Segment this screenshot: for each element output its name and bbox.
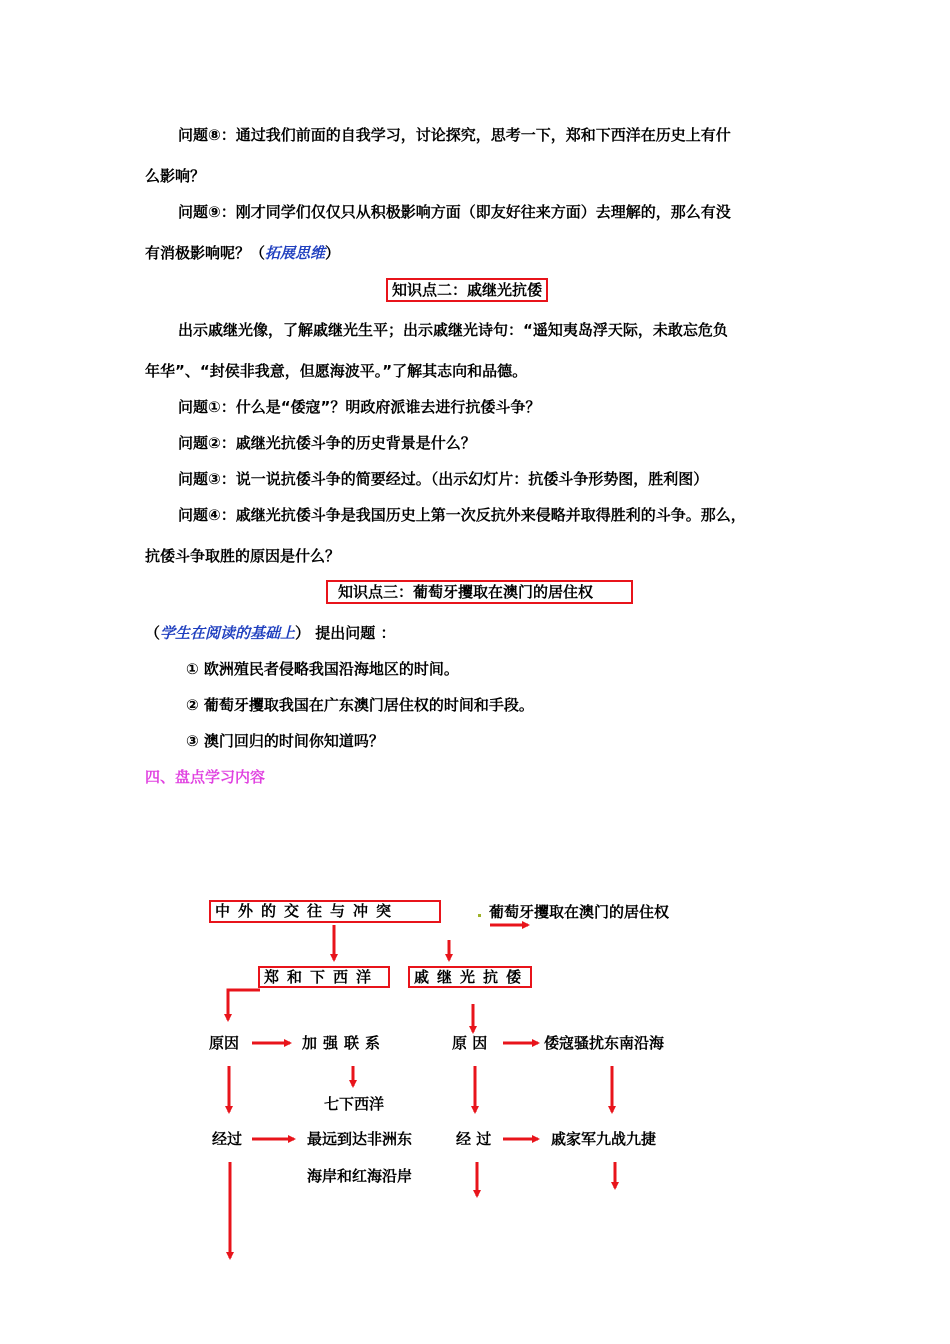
flow-zh-process-result-2: 海岸和红海沿岸 — [307, 1167, 413, 1185]
flow-root-box: 中外的交往与冲突 — [209, 900, 441, 923]
section-4-heading: 四、盘点学习内容 — [145, 768, 266, 786]
flow-qj-process-result: 戚家军九战九捷 — [551, 1130, 657, 1148]
question-4-line-1: 问题④：戚继光抗倭斗争是我国历史上第一次反抗外来侵略并取得胜利的斗争。那么， — [178, 506, 746, 524]
flow-zh-process-result-1: 最远到达非洲东 — [307, 1130, 413, 1148]
question-9-close: ） — [325, 244, 341, 262]
question-2: 问题②：戚继光抗倭斗争的历史背景是什么？ — [178, 434, 476, 452]
ask-rest: ） 提出问题 ： — [295, 624, 396, 642]
flow-zh-reason: 原因 — [209, 1034, 240, 1052]
flow-zhenghe-box: 郑和下西洋 — [258, 966, 390, 988]
flow-zh-seven: 七下西洋 — [324, 1095, 385, 1113]
question-3: 问题③：说一说抗倭斗争的简要经过。（出示幻灯片：抗倭斗争形势图，胜利图） — [178, 470, 709, 488]
intro-line-2: 年华”、“封侯非我意，但愿海波平。”了解其志向和品德。 — [145, 362, 528, 380]
flow-qj-reason-result: 倭寇骚扰东南沿海 — [544, 1034, 665, 1052]
knowledge-point-2-title: 知识点二：戚继光抗倭 — [386, 278, 548, 302]
flow-zh-reason-result: 加强联系 — [302, 1034, 387, 1052]
question-8-line-1: 问题⑧：通过我们前面的自我学习，讨论探究，思考一下，郑和下西洋在历史上有什 — [178, 126, 731, 144]
ask-open-paren: （ — [145, 624, 161, 642]
extend-thinking-label: 拓展思维 — [265, 244, 326, 262]
list-item-2: ② 葡萄牙攫取我国在广东澳门居住权的时间和手段。 — [186, 696, 534, 714]
flow-zh-process: 经过 — [212, 1130, 243, 1148]
flow-qj-process: 经 过 — [456, 1130, 492, 1148]
list-item-3: ③ 澳门回归的时间你知道吗？ — [186, 732, 384, 750]
question-4-line-2: 抗倭斗争取胜的原因是什么？ — [145, 547, 341, 565]
student-reading-label: 学生在阅读的基础上 — [160, 624, 296, 642]
knowledge-point-3-title: 知识点三：葡萄牙攫取在澳门的居住权 — [326, 580, 633, 604]
intro-line-1: 出示戚继光像，了解戚继光生平；出示戚继光诗句：“遥知夷岛浮天际，未敢忘危负 — [178, 321, 728, 339]
question-1: 问题①：什么是“倭寇”？明政府派谁去进行抗倭斗争？ — [178, 398, 541, 416]
question-9-text: 有消极影响呢？（ — [145, 244, 266, 262]
question-8-line-2: 么影响？ — [145, 167, 206, 185]
list-item-1: ① 欧洲殖民者侵略我国沿海地区的时间。 — [186, 660, 459, 678]
question-9-line-1: 问题⑨：刚才同学们仅仅只从积极影响方面（即友好往来方面）去理解的，那么有没 — [178, 203, 731, 221]
arrow-zhenghe-reason — [228, 990, 260, 1020]
flow-qj-reason: 原 因 — [452, 1034, 488, 1052]
flow-portugal: 葡萄牙攫取在澳门的居住权 — [489, 903, 670, 921]
flow-qijiguang-box: 戚继光抗倭 — [408, 966, 532, 988]
